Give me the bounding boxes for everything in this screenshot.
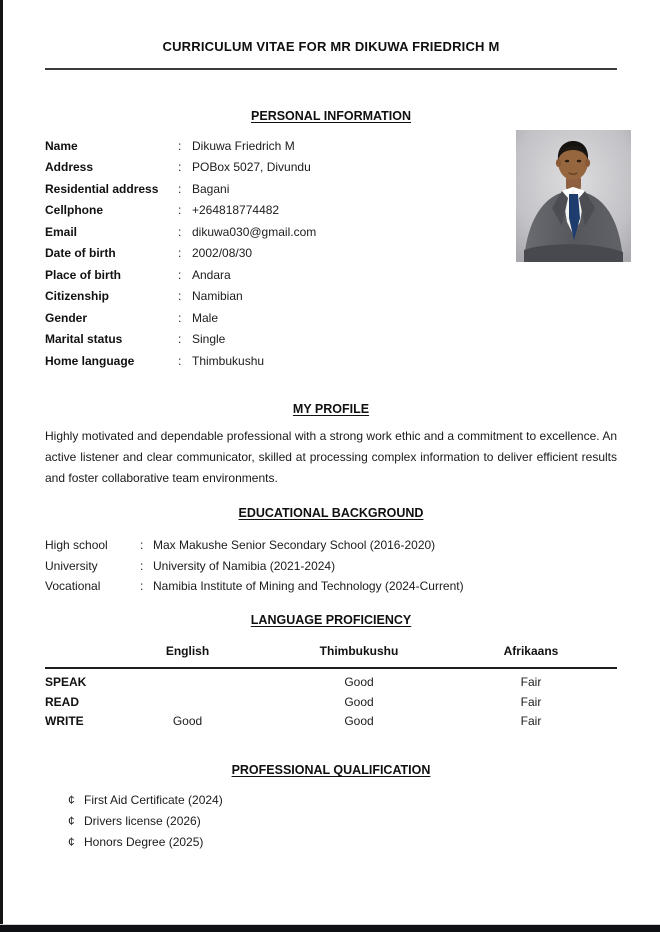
field-separator: : [178, 138, 182, 153]
field-value: Andara [192, 267, 231, 282]
cell-afrikaans: Fair [520, 714, 542, 729]
list-item [68, 789, 617, 810]
cell-thimbukushu: Good [344, 694, 374, 709]
field-label: Address [45, 160, 94, 175]
field-separator: : [178, 160, 182, 175]
document-title: CURRICULUM VITAE FOR MR DIKUWA FRIEDRICH M [45, 0, 617, 70]
personal-row-marital-status [45, 329, 617, 351]
row-label: READ [45, 694, 80, 709]
educational-background-heading: EDUCATIONAL BACKGROUND [238, 505, 424, 520]
field-value: Thimbukushu [192, 353, 265, 368]
table-row-speak [45, 673, 617, 693]
education-row-vocational [45, 576, 617, 597]
personal-row-residential-address [45, 178, 617, 200]
personal-row-address [45, 157, 617, 179]
field-separator: : [178, 289, 182, 304]
field-separator: : [178, 224, 182, 239]
field-value: Namibian [192, 289, 243, 304]
personal-row-place-of-birth [45, 264, 617, 286]
field-value: POBox 5027, Divundu [192, 160, 311, 175]
cell-thimbukushu: Good [344, 714, 374, 729]
personal-row-email [45, 221, 617, 243]
column-header-english: English [165, 643, 210, 658]
field-label: High school [45, 537, 108, 552]
education-row-high-school [45, 535, 617, 556]
language-proficiency-heading: LANGUAGE PROFICIENCY [250, 612, 412, 627]
table-row-read [45, 692, 617, 712]
field-label: Name [45, 138, 78, 153]
cell-afrikaans: Fair [520, 694, 542, 709]
personal-row-date-of-birth [45, 243, 617, 265]
field-value: Single [192, 332, 226, 347]
list-item [68, 810, 617, 831]
field-value: dikuwa030@gmail.com [192, 224, 317, 239]
personal-row-cellphone [45, 200, 617, 222]
field-label: Vocational [45, 579, 101, 594]
row-label: WRITE [45, 714, 84, 729]
personal-information-heading: PERSONAL INFORMATION [251, 109, 411, 123]
education-list [45, 535, 617, 597]
education-row-university [45, 555, 617, 576]
column-header-afrikaans: Afrikaans [503, 643, 559, 658]
language-table-body [45, 673, 617, 732]
language-proficiency-table [45, 644, 617, 732]
field-label: Date of birth [45, 246, 116, 261]
cent-bullet-icon: ¢ [68, 813, 75, 828]
field-value: 2002/08/30 [192, 246, 253, 261]
personal-row-home-language [45, 350, 617, 372]
field-value: Dikuwa Friedrich M [192, 138, 295, 153]
field-label: Home language [45, 353, 135, 368]
field-label: University [45, 558, 98, 573]
cell-english: Good [172, 714, 203, 729]
field-value: University of Namibia (2021-2024) [153, 558, 336, 573]
personal-information-list [45, 135, 617, 372]
field-separator: : [178, 181, 182, 196]
qualification-text: Honors Degree (2025) [84, 834, 204, 849]
personal-row-gender [45, 307, 617, 329]
qualification-list [45, 789, 617, 852]
field-value: Bagani [192, 181, 230, 196]
my-profile-heading: MY PROFILE [292, 401, 370, 416]
field-separator: : [178, 353, 182, 368]
field-separator: : [140, 558, 144, 573]
field-separator: : [140, 579, 144, 594]
table-row-write [45, 712, 617, 732]
page-bottom-edge [0, 924, 660, 932]
language-table-header [45, 644, 617, 669]
field-value: Max Makushe Senior Secondary School (2016-2020) [153, 537, 436, 552]
professional-qualification-heading: PROFESSIONAL QUALIFICATION [231, 763, 431, 778]
field-value: Namibia Institute of Mining and Technology (2024-Current) [153, 579, 464, 594]
field-separator: : [178, 267, 182, 282]
field-label: Gender [45, 310, 88, 325]
row-label: SPEAK [45, 675, 87, 690]
column-header-thimbukushu: Thimbukushu [319, 643, 399, 658]
personal-row-name [45, 135, 617, 157]
profile-paragraph: Highly motivated and dependable professional with a strong work ethic and a commitment to excellence. An active listener and clear communicator, skilled at processing complex information to deliver efficient results and foster collaborative team environments. [45, 428, 617, 485]
list-item [68, 831, 617, 852]
cent-bullet-icon: ¢ [68, 834, 75, 849]
document-content [45, 0, 617, 852]
field-separator: : [140, 537, 144, 552]
field-value: Male [192, 310, 219, 325]
field-separator: : [178, 310, 182, 325]
field-label: Citizenship [45, 289, 110, 304]
field-label: Residential address [45, 181, 159, 196]
field-label: Place of birth [45, 267, 122, 282]
field-label: Marital status [45, 332, 123, 347]
qualification-text: Drivers license (2026) [84, 813, 201, 828]
cell-afrikaans: Fair [520, 675, 542, 690]
personal-row-citizenship [45, 286, 617, 308]
qualification-text: First Aid Certificate (2024) [84, 792, 223, 807]
field-value: +264818774482 [192, 203, 280, 218]
cell-thimbukushu: Good [344, 675, 374, 690]
field-separator: : [178, 246, 182, 261]
field-label: Email [45, 224, 78, 239]
page-left-edge [0, 0, 3, 932]
field-separator: : [178, 203, 182, 218]
cent-bullet-icon: ¢ [68, 792, 75, 807]
field-label: Cellphone [45, 203, 104, 218]
field-separator: : [178, 332, 182, 347]
